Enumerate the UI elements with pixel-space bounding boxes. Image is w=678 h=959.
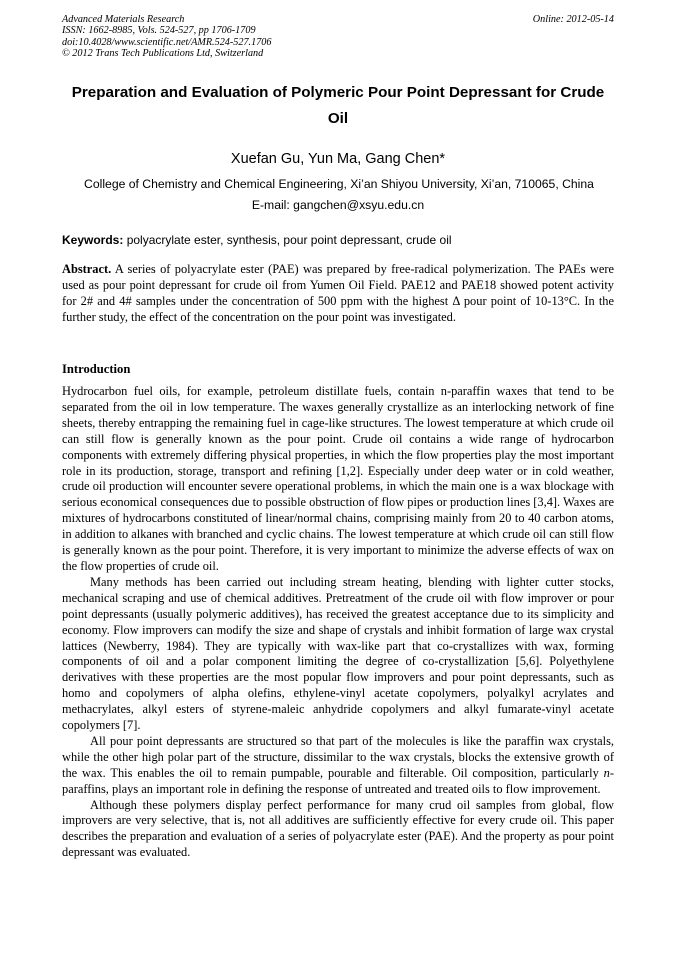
intro-paragraph-1: Hydrocarbon fuel oils, for example, petroleum distillate fuels, contain n-paraffin waxes that tend to be separated from the oil in low temperature. The waxes generally crystallize as an interlocking network of fine sheets, thereby entrapping the remaining fuel in cage-like structures. The lowest temperature at which crude oil can still flow is generally known as the pour point. Crude oil contains a wide range of hydrocarbon components with extremely differing physical properties, in which the flow properties play the most important role in its production, storage, transport and refining [1,2]. Especially under deep water or in cold weather, crude oil production will encounter severe operational problems, in which the main one is a wax blockage with serious economical consequences due to possible obstruction of flow pipes or production lines [3,4]. Waxes are mixtures of hydrocarbons constituted of linear/normal chains, comprising mainly from 20 to 40 carbon atoms, in addition to alkanes with branched and cyclic chains. The lowest temperature at which crude oil can still flow is generally known as the pour point. Therefore, it is very important to minimize the adverse effects of wax on the flow properties of crude oil. [62,384,614,573]
intro-paragraph-3-part-b: -paraffins, plays an important role in defining the response of untreated and treated oils to flow improvement. [62,765,614,796]
introduction-heading: Introduction [62,362,131,376]
journal-name: Advanced Materials Research [62,14,185,25]
intro-paragraph-2: Many methods has been carried out including stream heating, blending with lighter cutter stocks, mechanical scraping and use of chemical additives. Pretreatment of the crude oil with flow improver or pour point depressants (usually polymeric additives), has received the greatest acceptance due to its simplicity and economy. Flow improvers can modify the size and shape of crystals and inhibit formation of large wax crystal lattices (Newberry, 1984). They are typically with wax-like part that co-crystallizes with wax, forming components of oil and a polar component limiting the degree of co-crystallization [5,6]. Polyethylene derivatives with these properties are the most popular flow improvers and pour point depressants, such as homo and copolymers of alpha olefins, ethylene-vinyl acetate copolymers, polyalkyl acrylates and methacrylates, alkyl esters of styrene-maleic anhydride copolymers and alkyl fumarate-vinyl acetate copolymers [7]. [62,574,614,733]
abstract-label: Abstract. [62,262,112,276]
keywords-text: polyacrylate ester, synthesis, pour point depressant, crude oil [123,233,452,247]
copyright-line: © 2012 Trans Tech Publications Ltd, Switzerland [62,48,264,60]
online-date: Online: 2012-05-14 [532,14,614,25]
paper-title: Preparation and Evaluation of Polymeric Pour Point Depressant for Crude Oil [71,84,605,127]
introduction-body [62,384,614,861]
intro-paragraph-3 [62,734,614,798]
issn-line: ISSN: 1662-8985, Vols. 524-527, pp 1706-1709 [62,25,256,37]
intro-paragraph-3-part-a: All pour point depressants are structured so that part of the molecules is like the paraffin wax crystals, while the other high polar part of the structure, dissimilar to the wax crystals, blocks the extensive growth of the wax. This enables the oil to remain pumpable, pourable and filterable. Oil composition, particularly [62,733,614,780]
affiliation: College of Chemistry and Chemical Engineering, Xi’an Shiyou University, Xi’an, 710065, China [84,177,594,191]
keywords [62,233,614,247]
abstract [62,262,614,326]
intro-paragraph-4: Although these polymers display perfect performance for many crud oil samples from global, flow improvers are very selective, that is, not all additives are sufficiently effective for every crude oil. This paper describes the preparation and evaluation of a series of polyacrylate ester (PAE). And the property as pour point depressant was evaluated. [62,797,614,860]
abstract-text: A series of polyacrylate ester (PAE) was prepared by free-radical polymerization. The PAEs were used as pour point depressant for crude oil from Yumen Oil Field. PAE12 and PAE18 showed potent activity for 2# and 4# samples under the concentration of 500 ppm with the highest Δ pour point of 10-13°C. In the further study, the effect of the concentration on the pour point was investigated. [62,262,614,324]
doi-line[interactable]: doi:10.4028/www.scientific.net/AMR.524-527.1706 [62,36,272,48]
authors: Xuefan Gu, Yun Ma, Gang Chen* [230,151,446,167]
journal-info [62,14,442,60]
email[interactable]: E-mail: gangchen@xsyu.edu.cn [251,198,425,212]
keywords-label: Keywords: [62,233,124,247]
intro-paragraph-3-italic: n [603,765,610,780]
